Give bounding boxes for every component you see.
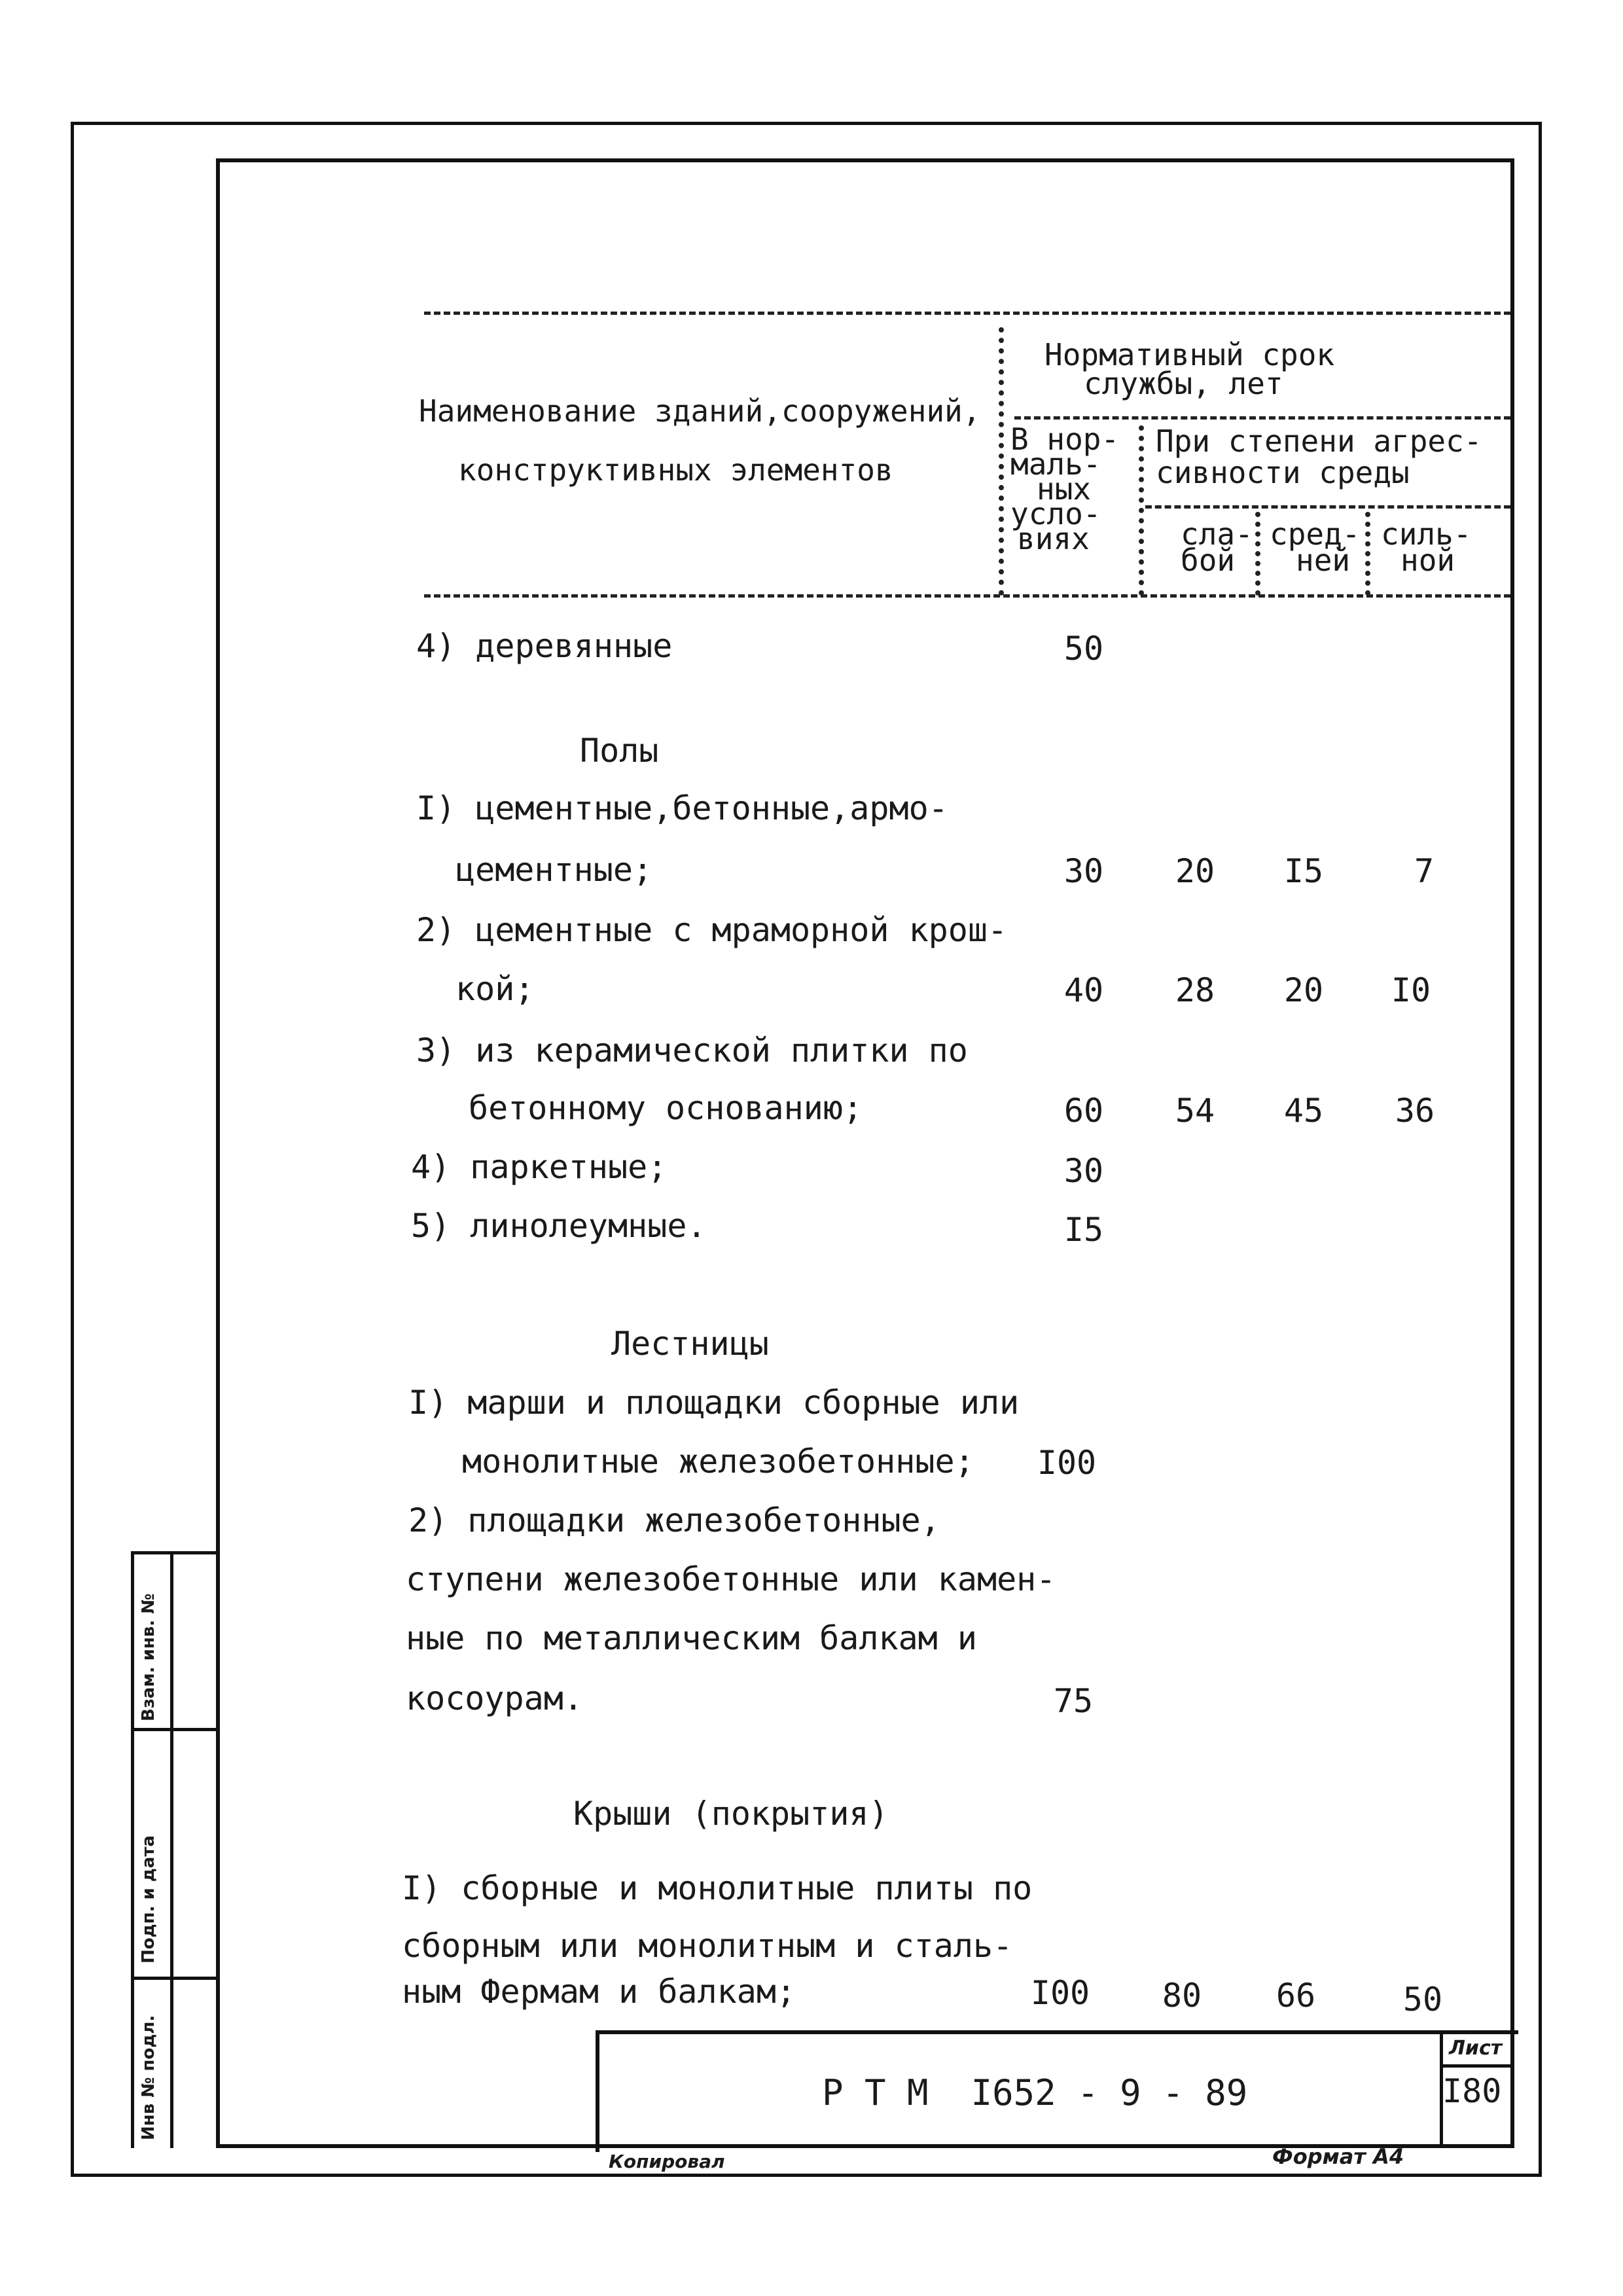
row-text: ные по металлическим балкам и (406, 1619, 977, 1657)
value-medium: 20 (1283, 971, 1324, 1009)
row-text: цементные; (455, 851, 653, 889)
header-normal-line: маль- (1010, 446, 1101, 482)
header-col-divider (1255, 512, 1260, 596)
row-text: ступени железобетонные или камен- (406, 1560, 1056, 1598)
row-text: I) цементные,бетонные,армо- (416, 789, 948, 827)
row-text: 3) из керамической плитки по (416, 1031, 968, 1069)
stamp-strip-line (131, 1977, 216, 1980)
sheet-number: I80 (1442, 2072, 1502, 2110)
row-text: 2) площадки железобетонные, (408, 1501, 940, 1539)
row-text: сборным или монолитным и сталь- (402, 1927, 1013, 1965)
value-normal: 30 (1063, 852, 1104, 890)
row-text: I) сборные и монолитные плиты по (402, 1869, 1033, 1907)
value-weak: 54 (1175, 1092, 1215, 1130)
header-name-line2: конструктивных элементов (458, 452, 893, 488)
row-text: 4) деревянные (416, 627, 673, 665)
header-normal-line: В нор- (1010, 422, 1120, 457)
stamp-strip-line (131, 1551, 216, 1554)
header-strong (1381, 516, 1472, 578)
header-col-divider (1365, 512, 1370, 596)
row-text: I) марши и площадки сборные или (408, 1384, 1020, 1422)
stamp-strip-line (131, 1728, 216, 1731)
sheet-label: Лист (1449, 2037, 1503, 2060)
header-bottom-rule (424, 594, 1510, 598)
header-strong-line: ной (1400, 543, 1455, 578)
footer-copied: Копировал (609, 2151, 725, 2172)
row-text: 4) паркетные; (411, 1148, 668, 1186)
header-sub-rule (1145, 505, 1510, 509)
header-aggressive-line1: При степени агрес- (1156, 423, 1482, 459)
value-normal: I00 (1030, 1974, 1090, 2012)
header-name-line1: Наименование зданий,сооружений, (419, 393, 981, 429)
header-service-life-line2: службы, лет (1084, 366, 1283, 401)
header-normal-line: усло- (1010, 496, 1101, 531)
value-weak: 20 (1175, 852, 1215, 890)
row-text: 2) цементные с мраморной крош- (416, 911, 1008, 949)
value-medium: 45 (1283, 1092, 1324, 1130)
value-normal: I5 (1063, 1211, 1104, 1249)
header-normal-line: виях (1017, 521, 1090, 556)
row-text: кой; (455, 970, 535, 1008)
value-normal: 75 (1053, 1682, 1094, 1720)
row-text: монолитные железобетонные; (462, 1443, 974, 1480)
section-title-floors: Полы (580, 732, 659, 770)
header-top-rule (424, 312, 1510, 315)
value-normal: 30 (1063, 1152, 1104, 1190)
value-weak: 80 (1162, 1977, 1202, 2015)
section-title-roofs: Крыши (покрытия) (573, 1795, 889, 1833)
header-medium-line: ней (1296, 543, 1351, 578)
stamp-inv-label: Инв № подл. (139, 2015, 158, 2140)
title-block-divider (1440, 2064, 1514, 2068)
header-medium (1270, 516, 1361, 578)
header-aggressive-line2: сивности среды (1156, 455, 1410, 490)
document-code: Р Т М I652 - 9 - 89 (822, 2072, 1248, 2113)
value-strong: 50 (1402, 1981, 1443, 2018)
value-normal: 60 (1063, 1092, 1104, 1130)
stamp-strip-line (170, 1551, 173, 2148)
header-col-divider (999, 327, 1004, 596)
footer-format: Формат А4 (1272, 2144, 1404, 2169)
value-strong: I0 (1391, 971, 1431, 1009)
row-text: 5) линолеумные. (411, 1207, 707, 1245)
row-text: косоурам. (406, 1679, 583, 1717)
header-col-divider (1139, 425, 1144, 596)
header-medium-line: сред- (1270, 516, 1361, 552)
value-medium: 66 (1275, 1977, 1316, 2015)
stamp-sign-label: Подп. и дата (139, 1835, 158, 1964)
value-strong: 36 (1395, 1092, 1435, 1130)
value-weak: 28 (1175, 971, 1215, 1009)
value-normal: I00 (1037, 1444, 1097, 1482)
row-text: ным Фермам и балкам; (402, 1973, 796, 2011)
header-sub-rule (1014, 416, 1510, 420)
header-weak (1181, 516, 1253, 578)
header-strong-line: силь- (1381, 516, 1472, 552)
header-weak-line: сла- (1181, 516, 1253, 552)
stamp-strip-line (131, 1551, 134, 2148)
header-weak-line: бой (1181, 543, 1236, 578)
value-normal: 50 (1063, 630, 1104, 668)
value-medium: I5 (1283, 852, 1324, 890)
value-normal: 40 (1063, 971, 1104, 1009)
header-normal-line: ных (1037, 471, 1092, 507)
header-normal (1010, 422, 1120, 556)
stamp-replace-label: Взам. инв. № (139, 1593, 158, 1721)
header-service-life-line1: Нормативный срок (1044, 337, 1335, 372)
value-strong: 7 (1414, 852, 1435, 890)
row-text: бетонному основанию; (469, 1089, 863, 1127)
section-title-stairs: Лестницы (611, 1325, 769, 1363)
